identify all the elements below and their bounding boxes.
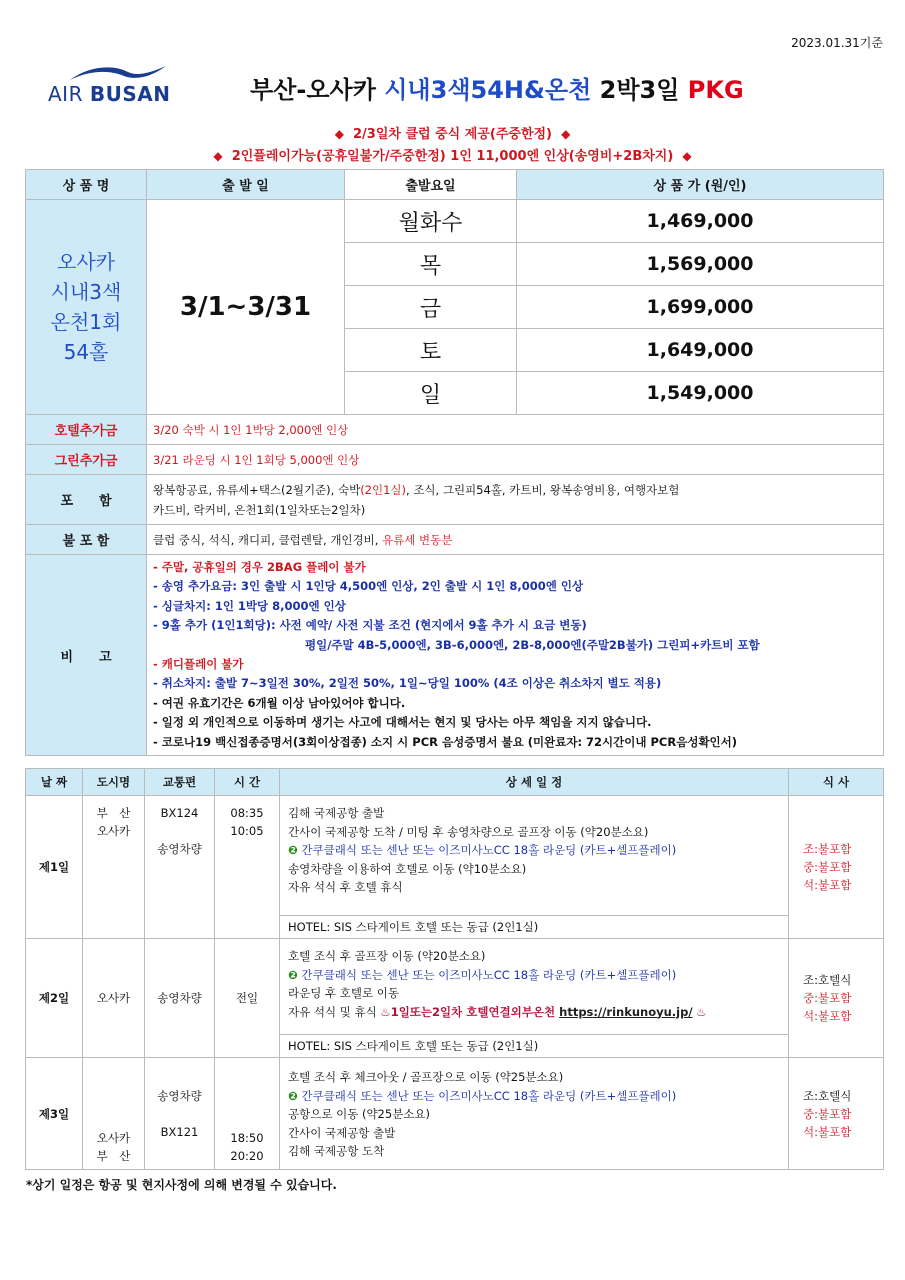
day1-transport: BX124 송영차량	[145, 796, 215, 939]
price-value: 1,649,000	[517, 329, 884, 372]
golf-icon: ❷	[288, 843, 298, 857]
diamond-icon: ◆	[561, 127, 571, 141]
day2-city: 오사카	[83, 939, 145, 1058]
header-price: 상 품 가 (원/인)	[517, 170, 884, 200]
day3-time: 18:50 20:20	[215, 1058, 280, 1170]
day2-time: 전일	[215, 939, 280, 1058]
logo-air: AIR	[48, 82, 83, 106]
day1-hotel: HOTEL: SIS 스타게이트 호텔 또는 동급 (2인1실)	[280, 916, 789, 939]
green-extra-label: 그린추가금	[26, 445, 147, 475]
day1-city: 부 산 오사카	[83, 796, 145, 939]
day1-detail: 김해 국제공항 출발 간사이 국제공항 도착 / 미팅 후 송영차량으로 골프장 이동 (약20분소요) ❷ 간쿠클래식 또는 센난 또는 이즈미사노CC 18홀 라운딩 (카트+셀프플레이) 송영차량을 이용하여 호텔로 이동 (약10분소요) 자유 석식 후 호텔 휴식	[280, 796, 789, 916]
golf-icon: ❷	[288, 967, 298, 982]
day2-detail: 호텔 조식 후 골프장 이동 (약20분소요) ❷ 간쿠클래식 또는 센난 또는 이즈미사노CC 18홀 라운딩 (카트+셀프플레이) 라운딩 후 호텔로 이동 자유 석식 및 휴식 ♨1일또는2일차 호텔연결외부온천 https://rinkunoyu.jp/ ♨	[280, 939, 789, 1035]
included-label: 포 함	[26, 475, 147, 525]
price-day: 토	[345, 329, 517, 372]
hotel-extra-text: 3/20 숙박 시 1인 1박당 2,000엔 인상	[147, 415, 884, 445]
day2-meal: 조:호텔식 중:불포함 석:불포함	[789, 939, 884, 1058]
price-day: 일	[345, 372, 517, 415]
base-date: 2023.01.31기준	[791, 36, 883, 50]
header-product-name: 상 품 명	[26, 170, 147, 200]
sched-header-detail: 상 세 일 정	[280, 769, 789, 796]
day1-label: 제1일	[26, 796, 83, 939]
day2-label: 제2일	[26, 939, 83, 1058]
page-title: 부산-오사카 시내3색54H&온천 2박3일 PKG	[250, 76, 744, 104]
header-departure-date: 출 발 일	[147, 170, 345, 200]
green-extra-text: 3/21 라운딩 시 1인 1회당 5,000엔 인상	[147, 445, 884, 475]
sched-header-meal: 식 사	[789, 769, 884, 796]
excluded-label: 불 포 함	[26, 525, 147, 555]
included-text: 왕복항공료, 유류세+택스(2월기준), 숙박(2인1실), 조식, 그린피54홀, 카트비, 왕복송영비용, 여행자보험 카드비, 락커비, 온천1회(1일차또는2일차)	[147, 475, 884, 525]
price-day: 금	[345, 286, 517, 329]
schedule-table	[25, 768, 884, 1170]
day1-time: 08:35 10:05	[215, 796, 280, 939]
day3-label: 제3일	[26, 1058, 83, 1170]
price-day: 월화수	[345, 200, 517, 243]
day1-meal: 조:불포함 중:불포함 석:불포함	[789, 796, 884, 939]
day3-transport: 송영차량 BX121	[145, 1058, 215, 1170]
sched-header-city: 도시명	[83, 769, 145, 796]
day2-hotel: HOTEL: SIS 스타게이트 호텔 또는 동급 (2인1실)	[280, 1035, 789, 1058]
onsen-icon: ♨1일또는2일차 호텔연결외부온천	[380, 1004, 560, 1019]
price-value: 1,699,000	[517, 286, 884, 329]
sched-header-transport: 교통편	[145, 769, 215, 796]
day2-transport: 송영차량	[145, 939, 215, 1058]
price-value: 1,549,000	[517, 372, 884, 415]
notes-label: 비 고	[26, 555, 147, 756]
price-value: 1,469,000	[517, 200, 884, 243]
notice-2: ◆ 2인플레이가능(공휴일불가/주중한정) 1인 11,000엔 인상(송영비+2B차지) ◆	[213, 149, 692, 164]
wing-icon	[68, 62, 168, 84]
logo-busan: BUSAN	[89, 82, 171, 106]
golf-icon: ❷	[288, 1088, 298, 1103]
diamond-icon: ◆	[682, 149, 692, 163]
day3-detail: 호텔 조식 후 체크아웃 / 골프장으로 이동 (약25분소요) ❷ 간쿠클래식 또는 센난 또는 이즈미사노CC 18홀 라운딩 (카트+셀프플레이) 공항으로 이동 (약25분소요) 간사이 국제공항 출발 김해 국제공항 도착	[280, 1058, 789, 1170]
price-day: 목	[345, 243, 517, 286]
sched-header-time: 시 간	[215, 769, 280, 796]
footer-note: *상기 일정은 항공 및 현지사정에 의해 변경될 수 있습니다.	[26, 1178, 337, 1192]
departure-period: 3/1~3/31	[147, 200, 345, 415]
air-busan-logo	[46, 62, 176, 110]
onsen-link[interactable]: https://rinkunoyu.jp/	[559, 1004, 693, 1019]
header-departure-day: 출발요일	[345, 170, 517, 200]
notes-list: - 주말, 공휴일의 경우 2BAG 플레이 불가 - 송영 추가요금: 3인 출발 시 1인당 4,500엔 인상, 2인 출발 시 1인 8,000엔 인상 - 싱글차지: 1인 1박당 8,000엔 인상 - 9홀 추가 (1인1회당): 사전 예약/ 사전 지불 조건 (현지에서 9홀 추가 시 요금 변동) 평일/주말 4B-5,000엔, 3B-6,000엔, 2B-8,000엔(주말2B불가) 그린피+카트비 포함 - 캐디플레이 불가 - 취소차지: 출발 7~3일전 30%, 2일전 50%, 1일~당일 100% (4조 이상은 취소차지 별도 적용) - 여권 유효기간은 6개월 이상 남아있어야 합니다. - 일정 외 개인적으로 이동하며 생기는 사고에 대해서는 현지 및 당사는 아무 책임을 지지 않습니다. - 코로나19 백신접종증명서(3회이상접종) 소지 시 PCR 음성증명서 불요 (미완료자: 72시간이내 PCR음성확인서)	[147, 555, 884, 756]
price-value: 1,569,000	[517, 243, 884, 286]
diamond-icon: ◆	[213, 149, 223, 163]
day3-meal: 조:호텔식 중:불포함 석:불포함	[789, 1058, 884, 1170]
product-table	[25, 169, 884, 756]
sched-header-day: 날 짜	[26, 769, 83, 796]
day3-city: 오사카 부 산	[83, 1058, 145, 1170]
product-name: 오사카 시내3색 온천1회 54홀	[26, 200, 147, 415]
diamond-icon: ◆	[334, 127, 344, 141]
hotel-extra-label: 호텔추가금	[26, 415, 147, 445]
excluded-text: 클럽 중식, 석식, 캐디피, 클럽렌탈, 개인경비, 유류세 변동분	[147, 525, 884, 555]
notice-1: ◆ 2/3일차 클럽 중식 제공(주중한정) ◆	[334, 127, 571, 142]
